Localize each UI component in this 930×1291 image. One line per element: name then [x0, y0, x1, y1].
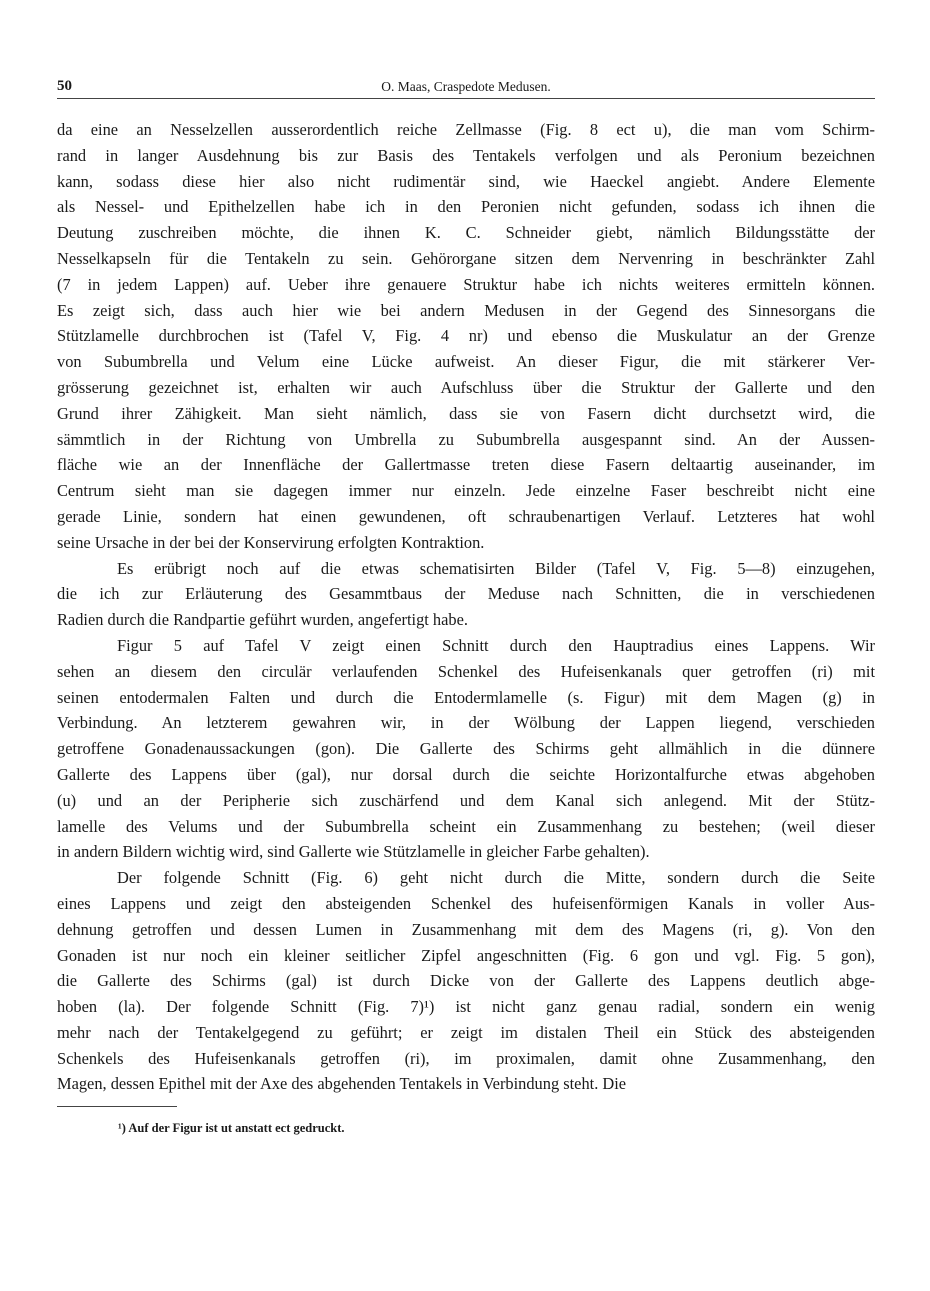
body-text: [57, 117, 875, 1097]
paragraph: [57, 117, 875, 556]
text-line: gerade Linie, sondern hat einen gewundenen, oft schraubenartigen Verlauf. Letzteres hat wohl: [57, 506, 875, 526]
text-line: Radien durch die Randpartie geführt wurden, angefertigt habe.: [57, 610, 468, 630]
running-head: O. Maas, Craspedote Medusen.: [381, 79, 551, 94]
text-line: eines Lappens und zeigt den absteigenden Schenkel des hufeisenförmigen Kanals in voller Aus-: [57, 893, 875, 913]
text-line: sehen an diesem den circulär verlaufenden Schenkel des Hufeisenkanals quer getroffen (ri) mit: [57, 661, 875, 681]
page-number: 50: [57, 78, 72, 94]
text-line: Gonaden ist nur noch ein kleiner seitlicher Zipfel angeschnitten (Fig. 6 gon und vgl. Fig. 5 gon),: [57, 945, 875, 965]
text-line: Es erübrigt noch auf die etwas schematisirten Bilder (Tafel V, Fig. 5—8) einzugehen,: [117, 558, 875, 578]
text-line: Magen, dessen Epithel mit der Axe des abgehenden Tentakels in Verbindung steht. Die: [57, 1074, 627, 1094]
text-line: lamelle des Velums und der Subumbrella scheint ein Zusammenhang zu bestehen; (weil dieser: [57, 816, 875, 836]
text-line: getroffene Gonadenaussackungen (gon). Die Gallerte des Schirms geht allmählich in die dünnere: [57, 739, 875, 759]
text-line: grösserung gezeichnet ist, erhalten wir auch Aufschluss über die Struktur der Gallerte und den: [57, 377, 875, 397]
text-line: Verbindung. An letzterem gewahren wir, in der Wölbung der Lappen liegend, verschieden: [57, 713, 875, 733]
paragraph: [57, 865, 875, 1097]
text-line: Gallerte des Lappens über (gal), nur dorsal durch die seichte Horizontalfurche etwas abgehoben: [57, 764, 875, 784]
text-line: (7 in jedem Lappen) auf. Ueber ihre genauere Struktur habe ich nichts weiteres ermitteln können.: [57, 274, 875, 294]
text-line: fläche wie an der Innenfläche der Gallertmasse treten diese Fasern deltaartig auseinander, im: [57, 455, 875, 475]
text-line: Stützlamelle durchbrochen ist (Tafel V, Fig. 4 nr) und ebenso die Muskulatur an der Grenze: [57, 326, 875, 346]
paragraph: [57, 633, 875, 865]
text-line: Schenkels des Hufeisenkanals getroffen (ri), im proximalen, damit ohne Zusammenhang, den: [57, 1048, 875, 1068]
text-line: als Nessel- und Epithelzellen habe ich in den Peronien nicht gefunden, sodass ich ihnen die: [57, 197, 875, 217]
text-line: Deutung zuschreiben möchte, die ihnen K. C. Schneider giebt, nämlich Bildungsstätte der: [57, 223, 875, 243]
text-line: rand in langer Ausdehnung bis zur Basis des Tentakels verfolgen und als Peronium bezeichnen: [57, 145, 875, 165]
text-line: seine Ursache in der bei der Konservirung erfolgten Kontraktion.: [57, 532, 485, 552]
text-line: die Gallerte des Schirms (gal) ist durch Dicke von der Gallerte des Lappens deutlich abge-: [57, 971, 875, 991]
text-line: hoben (la). Der folgende Schnitt (Fig. 7)¹) ist nicht ganz genau radial, sondern ein wenig: [57, 997, 875, 1017]
text-line: mehr nach der Tentakelgegend zu geführt; er zeigt im distalen Theil ein Stück des absteigenden: [57, 1022, 875, 1042]
footnote-rule: [57, 1106, 177, 1107]
text-line: Centrum sieht man sie dagegen immer nur einzeln. Jede einzelne Faser beschreibt nicht eine: [57, 481, 875, 501]
text-line: Der folgende Schnitt (Fig. 6) geht nicht durch die Mitte, sondern durch die Seite: [117, 868, 875, 888]
text-line: dehnung getroffen und dessen Lumen in Zusammenhang mit dem des Magens (ri, g). Von den: [57, 919, 875, 939]
text-line: die ich zur Erläuterung des Gesammtbaus der Meduse nach Schnitten, die in verschiedenen: [57, 584, 875, 604]
text-line: (u) und an der Peripherie sich zuschärfend und dem Kanal sich anlegend. Mit der Stütz-: [57, 790, 875, 810]
footnote: ¹) Auf der Figur ist ut anstatt ect gedruckt.: [118, 1121, 345, 1135]
text-line: Es zeigt sich, dass auch hier wie bei andern Medusen in der Gegend des Sinnesorgans die: [57, 300, 875, 320]
text-line: kann, sodass diese hier also nicht rudimentär sind, wie Haeckel angiebt. Andere Elemente: [57, 171, 875, 191]
text-line: Grund ihrer Zähigkeit. Man sieht nämlich, dass sie von Fasern dicht durchsetzt wird, die: [57, 403, 875, 423]
text-line: von Subumbrella und Velum eine Lücke aufweist. An dieser Figur, die mit stärkerer Ver-: [57, 352, 875, 372]
text-line: Nesselkapseln für die Tentakeln zu sein. Gehörorgane sitzen dem Nervenring in beschränkter Zahl: [57, 248, 875, 268]
text-line: sämmtlich in der Richtung von Umbrella zu Subumbrella ausgespannt sind. An der Aussen-: [57, 429, 875, 449]
header-rule: [57, 98, 875, 99]
paragraph: [57, 556, 875, 633]
page-header: [57, 78, 875, 98]
text-line: Figur 5 auf Tafel V zeigt einen Schnitt durch den Hauptradius eines Lappens. Wir: [117, 635, 875, 655]
text-line: seinen entodermalen Falten und durch die Entodermlamelle (s. Figur) mit dem Magen (g) in: [57, 687, 875, 707]
text-line: in andern Bildern wichtig wird, sind Gallerte wie Stützlamelle in gleicher Farbe gehalten).: [57, 842, 650, 862]
text-line: da eine an Nesselzellen ausserordentlich reiche Zellmasse (Fig. 8 ect u), die man vom Schirm-: [57, 120, 875, 139]
